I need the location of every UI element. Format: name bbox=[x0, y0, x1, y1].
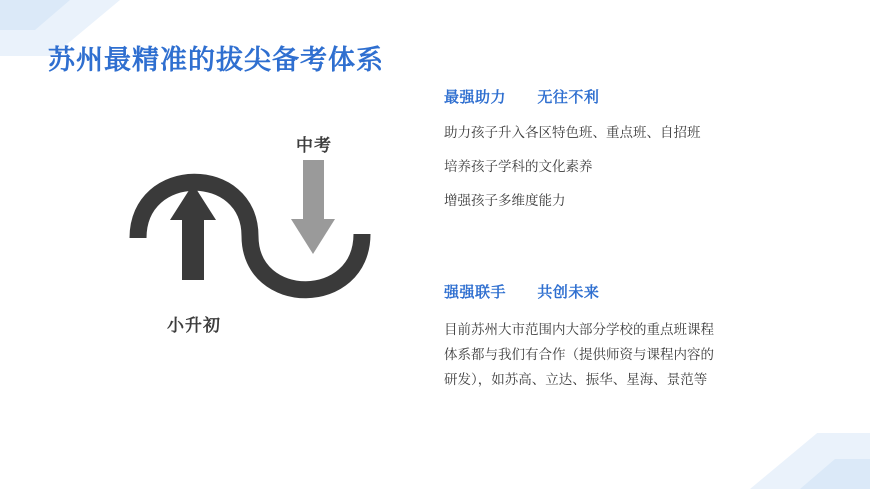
section-1-body bbox=[444, 123, 834, 212]
up-arrow-shape bbox=[170, 184, 216, 280]
diagram-label-bottom: 小升初 bbox=[167, 316, 221, 335]
section-1-heading-right: 无往不利 bbox=[537, 89, 600, 106]
slide-title: 苏州最精准的拔尖备考体系 bbox=[48, 45, 384, 75]
section-1 bbox=[444, 86, 834, 212]
diagram-label-top: 中考 bbox=[296, 136, 332, 155]
section-1-line-2: 培养孩子学科的文化素养 bbox=[444, 158, 593, 174]
section-2-line-1: 目前苏州大市范围内大部分学校的重点班课程 bbox=[444, 322, 714, 337]
section-2-line-3: 研发），如苏高、立达、振华、星海、景范等 bbox=[444, 371, 708, 387]
section-1-line-1: 助力孩子升入各区特色班、重点班、自招班 bbox=[444, 125, 701, 140]
s-curve-diagram bbox=[110, 120, 430, 350]
section-2 bbox=[444, 281, 834, 393]
section-2-line-2: 体系都与我们有合作（提供师资与课程内容的 bbox=[444, 346, 714, 362]
down-arrow-shape bbox=[291, 160, 335, 254]
section-2-heading-left: 强强联手 bbox=[444, 284, 507, 301]
section-2-heading-right: 共创未来 bbox=[537, 284, 600, 301]
section-2-heading bbox=[444, 281, 834, 302]
section-1-heading-left: 最强助力 bbox=[444, 89, 507, 106]
section-1-line-3: 增强孩子多维度能力 bbox=[444, 192, 566, 208]
section-1-heading bbox=[444, 86, 834, 107]
section-2-body bbox=[444, 318, 834, 393]
